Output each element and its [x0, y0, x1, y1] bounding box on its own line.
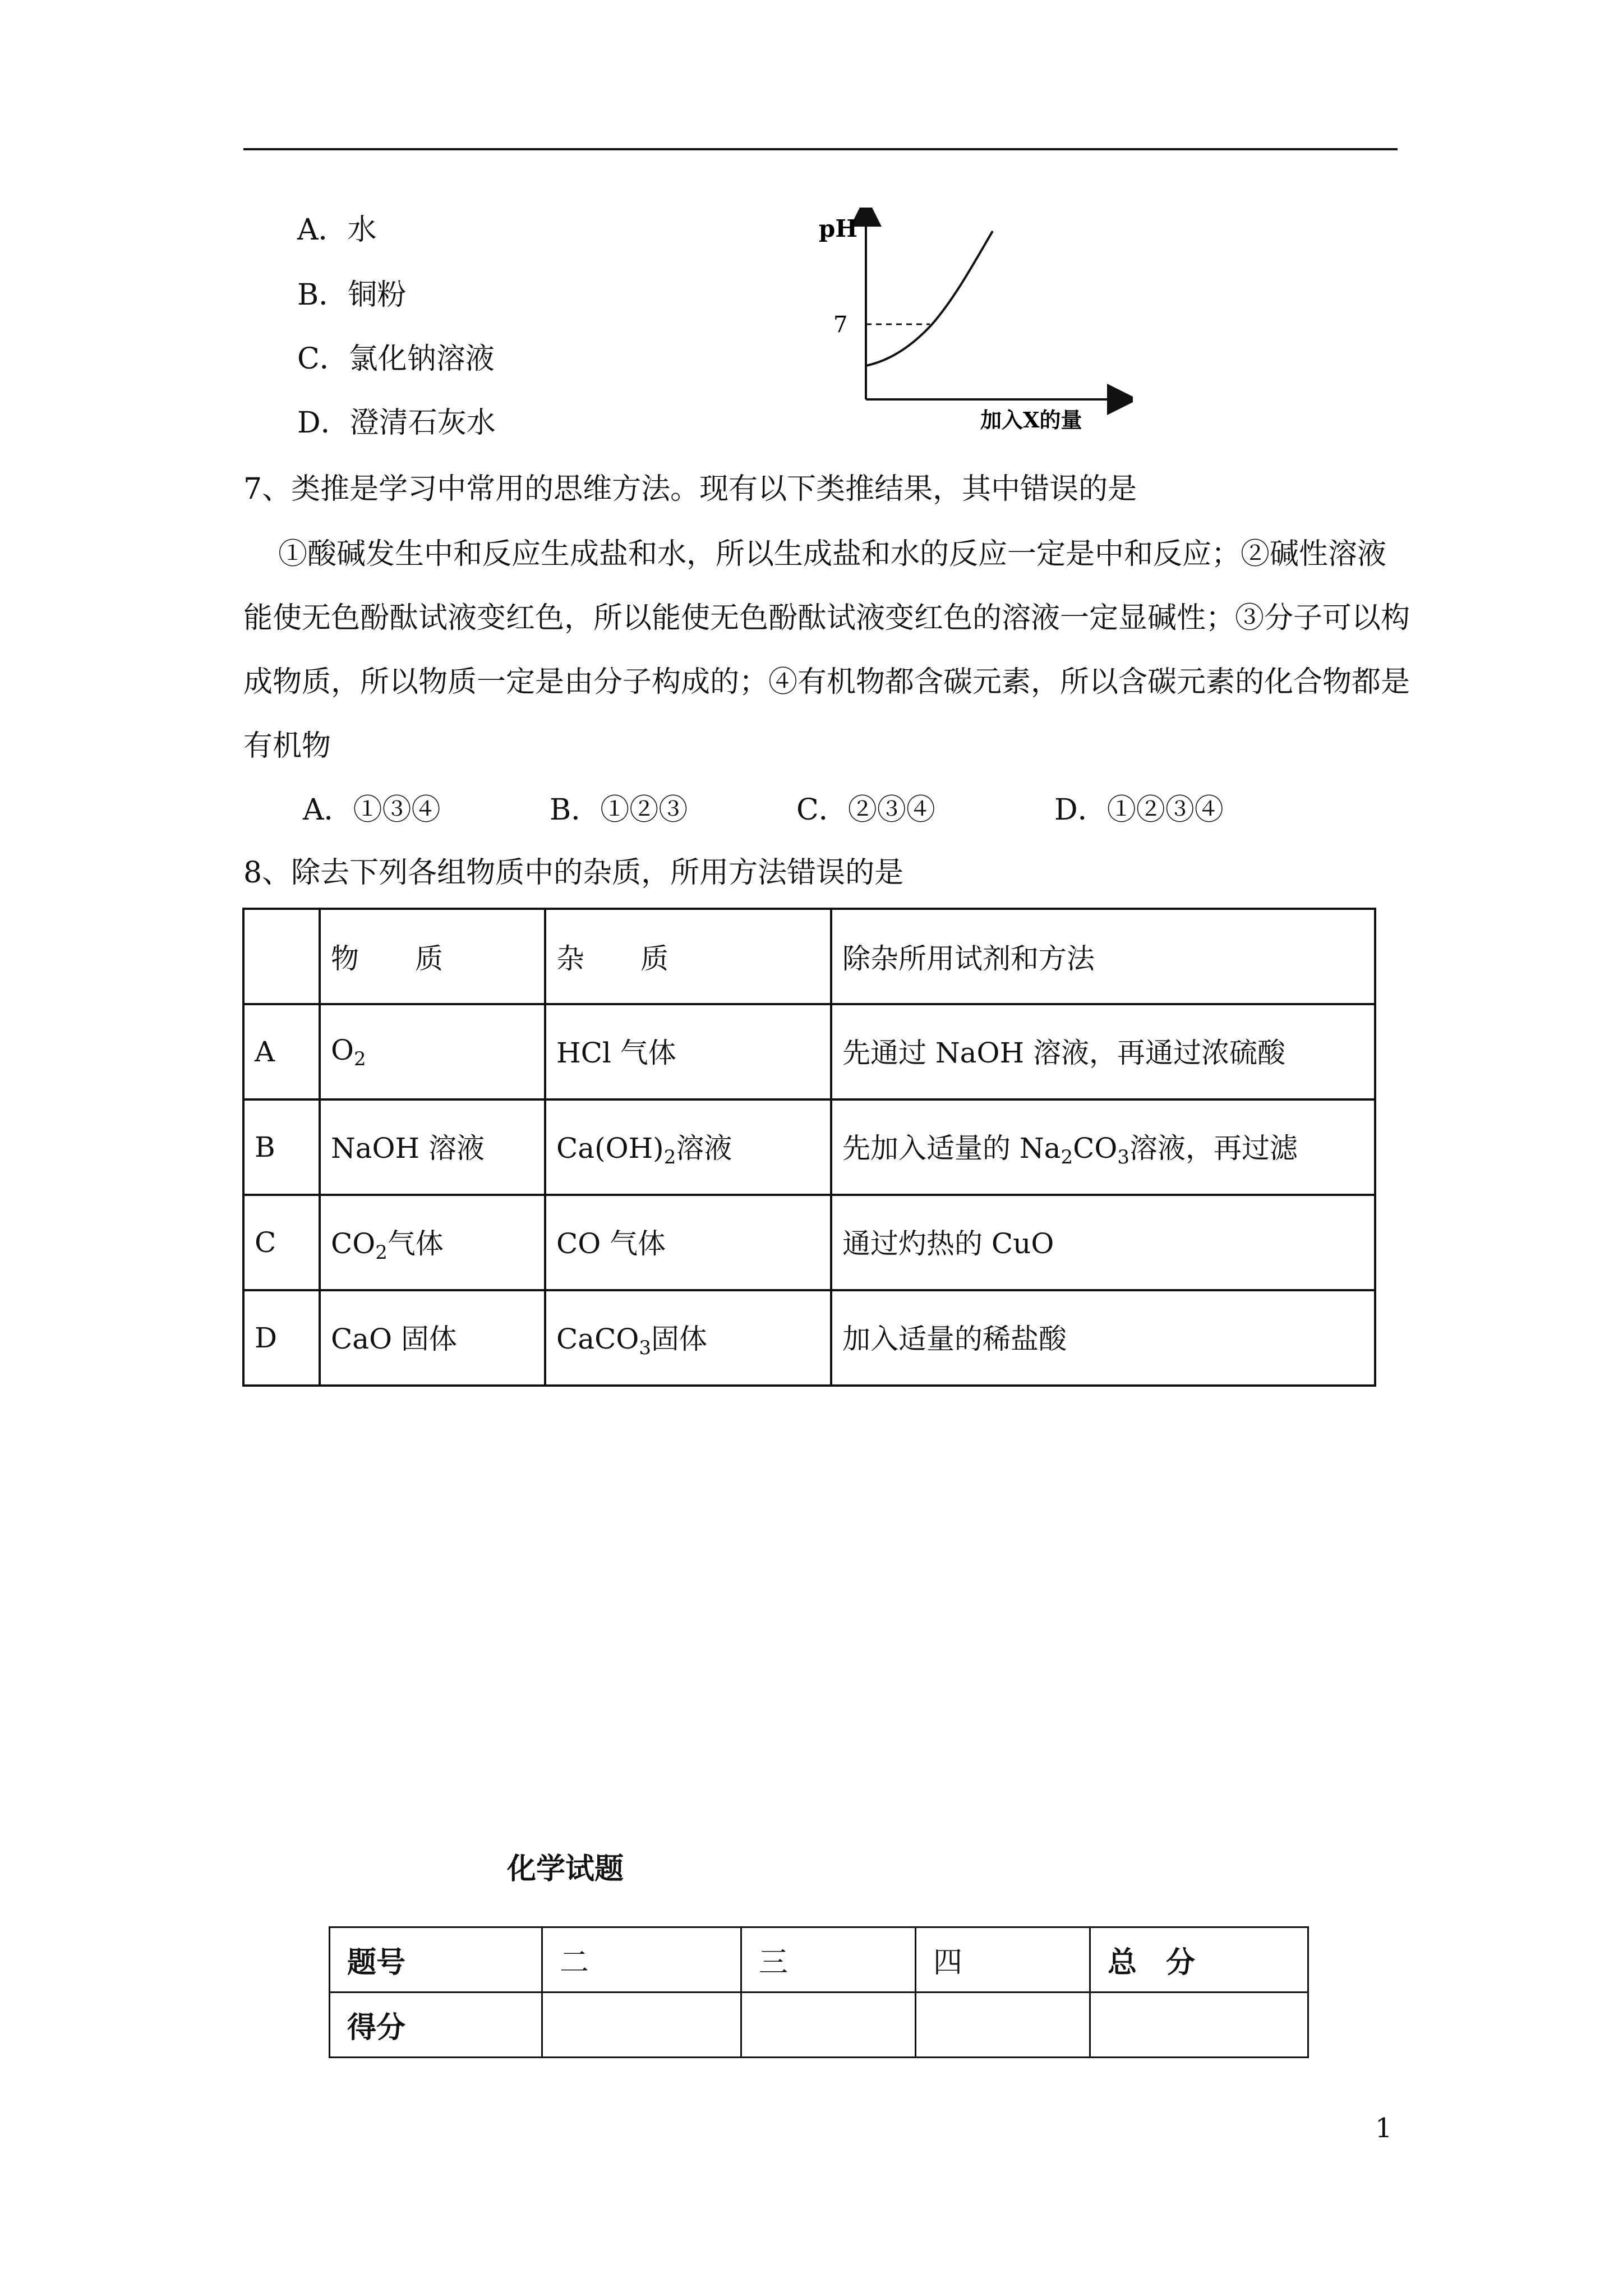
table-row	[243, 1004, 1375, 1099]
impurity-table	[242, 908, 1376, 1387]
score-row-label: 得分	[330, 1993, 542, 2058]
method-cell: 先通过 NaOH 溶液，再通过浓硫酸	[831, 1004, 1375, 1099]
impurity-cell: HCl 气体	[545, 1004, 831, 1099]
score-header-cell: 四	[916, 1927, 1090, 1993]
impurity-cell: CaCO$_3$固体	[545, 1290, 831, 1386]
score-header-cell: 三	[741, 1927, 916, 1993]
table-header-row	[243, 909, 1375, 1004]
y-tick-7: 7	[833, 312, 848, 338]
score-title: 化学试题	[507, 1852, 624, 1886]
x-axis-label: 加入X的量	[980, 407, 1082, 432]
header-cell: 杂 质	[545, 909, 831, 1004]
score-input-cell	[741, 1993, 916, 2058]
header-rule	[243, 148, 1398, 150]
ph-graph	[808, 208, 1133, 432]
substance-cell: CaO 固体	[320, 1290, 545, 1386]
impurity-cell: $Ca(OH)_2$溶液	[545, 1099, 831, 1195]
row-label: C	[243, 1195, 320, 1290]
substance-cell: $O_2$	[320, 1004, 545, 1099]
q7-option-c: C．②③④	[796, 793, 935, 827]
q7-stem: 7、类推是学习中常用的思维方法。现有以下类推结果，其中错误的是	[243, 472, 1137, 506]
q7-line-4: 有机物	[243, 729, 331, 763]
q7-line-1: ①酸碱发生中和反应生成盐和水，所以生成盐和水的反应一定是中和反应；②碱性溶液	[278, 537, 1387, 571]
method-cell: 通过灼热的 CuO	[831, 1195, 1375, 1290]
row-label: D	[243, 1290, 320, 1386]
score-header-cell: 题号	[330, 1927, 542, 1993]
q6-option-b: B．铜粉	[297, 278, 407, 312]
table-row	[243, 1195, 1375, 1290]
table-row	[243, 1290, 1375, 1386]
score-header-cell: 二	[542, 1927, 741, 1993]
header-cell	[243, 909, 320, 1004]
score-row	[330, 1993, 1308, 2058]
q7-option-b: B．①②③	[550, 793, 688, 827]
header-cell: 除杂所用试剂和方法	[831, 909, 1375, 1004]
header-cell: 物 质	[320, 909, 545, 1004]
q7-line-2: 能使无色酚酞试液变红色，所以能使无色酚酞试液变红色的溶液一定显碱性；③分子可以构	[243, 601, 1410, 635]
score-table	[329, 1926, 1309, 2058]
method-cell: 加入适量的稀盐酸	[831, 1290, 1375, 1386]
q6-option-c: C．氯化钠溶液	[297, 342, 495, 376]
q6-option-a: A．水	[297, 213, 377, 247]
table-row	[243, 1099, 1375, 1195]
score-header-row	[330, 1927, 1308, 1993]
substance-cell: $CO_2$气体	[320, 1195, 545, 1290]
q8-stem: 8、除去下列各组物质中的杂质，所用方法错误的是	[243, 856, 904, 890]
page-number: 1	[1375, 2113, 1393, 2144]
ph-curve	[866, 231, 993, 366]
score-input-cell	[542, 1993, 741, 2058]
y-axis-label: pH	[819, 215, 858, 242]
row-label: B	[243, 1099, 320, 1195]
impurity-cell: CO 气体	[545, 1195, 831, 1290]
score-header-cell: 总 分	[1090, 1927, 1308, 1993]
score-input-cell	[1090, 1993, 1308, 2058]
q6-option-d: D．澄清石灰水	[297, 406, 496, 440]
score-input-cell	[916, 1993, 1090, 2058]
substance-cell: NaOH 溶液	[320, 1099, 545, 1195]
row-label: A	[243, 1004, 320, 1099]
method-cell: 先加入适量的 $Na_2CO_3$溶液，再过滤	[831, 1099, 1375, 1195]
q7-option-a: A．①③④	[303, 793, 441, 827]
q7-option-d: D．①②③④	[1054, 793, 1224, 827]
q7-line-3: 成物质，所以物质一定是由分子构成的；④有机物都含碳元素，所以含碳元素的化合物都是	[243, 665, 1410, 699]
